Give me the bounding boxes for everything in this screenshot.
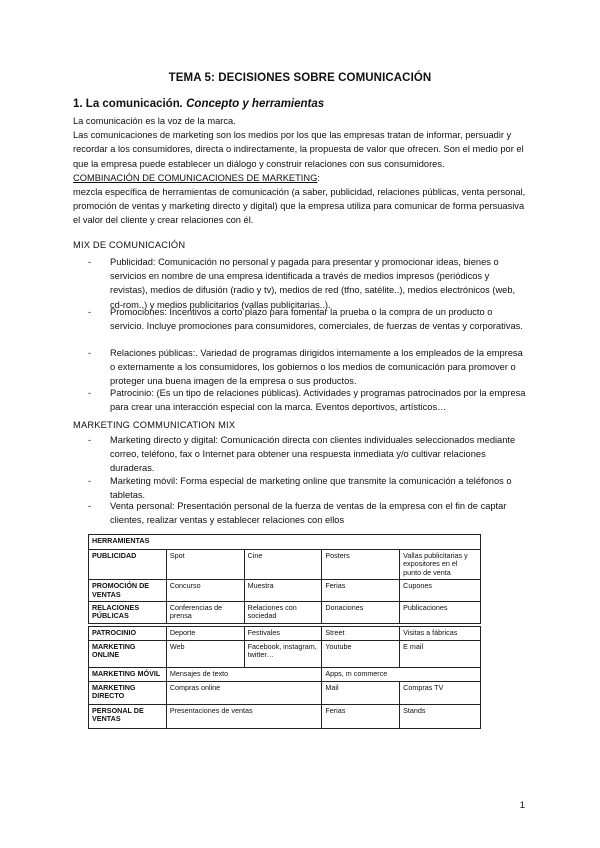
table-row [89,667,481,681]
mix-item-text: Relaciones públicas:. Variedad de programas dirigidos internamente a los empleados de la empresa o externamente a los consumidores, los gobiernos o los medios de comunicación para promover o proteger una buena imagen de la empresa o sus productos. [110,348,523,387]
table-row [89,704,481,728]
table-cell: Presentaciones de ventas [166,704,322,728]
mcm-item: - Marketing móvil: Forma especial de marketing online que transmite la comunicación a teléfonos o tabletas. [88,474,528,502]
table-cell: Visitas a fábricas [400,626,481,640]
mcm-item: - Venta personal: Presentación personal de la fuerza de ventas de la empresa con el fin de captar clientes, realizar ventas y establecer relaciones con ellos [88,499,528,527]
mix-item: - Relaciones públicas:. Variedad de programas dirigidos internamente a los empleados de la empresa o externamente a los consumidores, los gobiernos o los medios de comunicación para promover o proteger una buena imagen de la empresa o sus productos. [88,346,528,389]
table-cell: Muestra [244,580,322,602]
row-label: MARKETING ONLINE [89,640,167,667]
page-number: 1 [519,800,525,811]
mcm-item-text: Marketing móvil: Forma especial de marketing online que transmite la comunicación a teléfonos o tabletas. [110,476,512,501]
row-label: PUBLICIDAD [89,550,167,580]
table-row [89,580,481,602]
row-label: MARKETING MÓVIL [89,667,167,681]
table-row [89,602,481,624]
intro-paragraph: Las comunicaciones de marketing son los medios por los que las empresas tratan de informar, persuadir y recordar a los consumidores, directa o indirectamente, la propuesta de valor que ofrecen. Son el medio por el que la empresa puede establecer un diálogo y construir relaciones con sus consumidores. [73,130,524,169]
page-title: TEMA 5: DECISIONES SOBRE COMUNICACIÓN [168,72,432,84]
mix-item: - Promociones: Incentivos a corto plazo para fomentar la prueba o la compra de un producto o servicio. Incluye promociones para consumidores, comerciales, de fuerzas de ventas y corporativas. [88,305,528,333]
mix-item: - Publicidad: Comunicación no personal y pagada para presentar y promocionar ideas, bienes o servicios en nombre de una empresa identificada a través de medios impresos (periódicos y revistas), medios de difusión (radio y tv), medios de red (tfno, satélite..), medios electrónicos (web, cd-rom..) y medios publicitarios (vallas publicitarias..). [88,255,528,312]
table-cell: Web [166,640,244,667]
mix-item-text: Publicidad: Comunicación no personal y pagada para presentar y promocionar ideas, bienes o servicios en nombre de una empresa identificada a través de medios impresos (periódicos y revistas), medios de difusión (radio y tv), medios de red (tfno, satélite..), medios electrónicos (web, cd-rom..) y medios publicitarios (vallas publicitarias..). [110,257,516,310]
table-cell: Apps, m commerce [322,667,481,681]
table-row [89,681,481,704]
table-cell: Spot [166,550,244,580]
combination-text: mezcla específica de herramientas de comunicación (a saber, publicidad, relaciones públicas, venta personal, promoción de ventas y marketing directo y digital) que la empresa utiliza para comunicar de forma persuasiva el valor del cliente y crear relaciones con él. [73,187,526,226]
tools-table [88,534,481,729]
intro-line: La comunicación es la voz de la marca. [73,116,236,126]
table-cell: Compras TV [400,681,481,704]
mcm-item-text: Venta personal: Presentación personal de la fuerza de ventas de la empresa con el fin de captar clientes, realizar ventas y establecer relaciones con ellos [110,501,507,526]
table-row [89,626,481,640]
table-cell: Posters [322,550,400,580]
intro-block [73,114,528,228]
table-cell: Cupones [400,580,481,602]
mcm-item-text: Marketing directo y digital: Comunicación directa con clientes individuales seleccionados mediante correo, teléfono, fax o Internet para obtener una respuesta inmediata y/o cultivar relaciones duraderas. [110,435,516,474]
table-cell: Stands [400,704,481,728]
mix-item-text: Promociones: Incentivos a corto plazo para fomentar la prueba o la compra de un producto o servicio. Incluye promociones para consumidores, comerciales, de fuerzas de ventas y corporativas. [110,307,523,332]
mcm-item: - Marketing directo y digital: Comunicación directa con clientes individuales seleccionados mediante correo, teléfono, fax o Internet para obtener una respuesta inmediata y/o cultivar relaciones duraderas. [88,433,528,476]
section-number: 1. [73,98,83,110]
combination-colon: : [317,172,320,183]
section-heading-italic: . Concepto y herramientas [179,98,325,110]
table-cell: Street [322,626,400,640]
mix-title: MIX DE COMUNICACIÓN [73,240,186,250]
table-cell: E mail [400,640,481,667]
combination-label: COMBINACIÓN DE COMUNICACIONES DE MARKETING [73,172,318,183]
table-cell: Concurso [166,580,244,602]
table-cell: Ferias [322,704,400,728]
table-cell: Deporte [166,626,244,640]
table-row [89,550,481,580]
section-heading [73,98,324,110]
table-header-row [89,535,481,550]
table-cell: Youtube [322,640,400,667]
table-cell: Publicaciones [400,602,481,624]
table-row [89,640,481,667]
row-label: PROMOCIÓN DE VENTAS [89,580,167,602]
table-cell: Relaciones con sociedad [244,602,322,624]
table-cell: Mail [322,681,400,704]
section-heading-plain: La comunicación [82,98,180,110]
table-cell: Cine [244,550,322,580]
row-label: MARKETING DIRECTO [89,681,167,704]
table-cell: Donaciones [322,602,400,624]
row-label: PERSONAL DE VENTAS [89,704,167,728]
mix-item: - Patrocinio: (Es un tipo de relaciones públicas). Actividades y programas patrocinados por la empresa para crear una interacción especial con la marca. Eventos deportivos, artísticos… [88,386,528,414]
table-cell: Mensajes de texto [166,667,322,681]
table-cell: Vallas publicitarias y expositores en el punto de venta [400,550,481,580]
table-header: HERRAMIENTAS [89,535,481,550]
table-cell: Conferencias de prensa [166,602,244,624]
table-cell: Festivales [244,626,322,640]
table-cell: Ferias [322,580,400,602]
mix-item-text: Patrocinio: (Es un tipo de relaciones públicas). Actividades y programas patrocinados por la empresa para crear una interacción especial con la marca. Eventos deportivos, artísticos… [110,388,526,413]
mcm-title: MARKETING COMMUNICATION MIX [73,420,236,430]
table-cell: Facebook, instagram, twitter… [244,640,322,667]
table-cell: Compras online [166,681,322,704]
row-label: PATROCINIO [89,626,167,640]
combination-paragraph [73,171,528,228]
row-label: RELACIONES PÚBLICAS [89,602,167,624]
